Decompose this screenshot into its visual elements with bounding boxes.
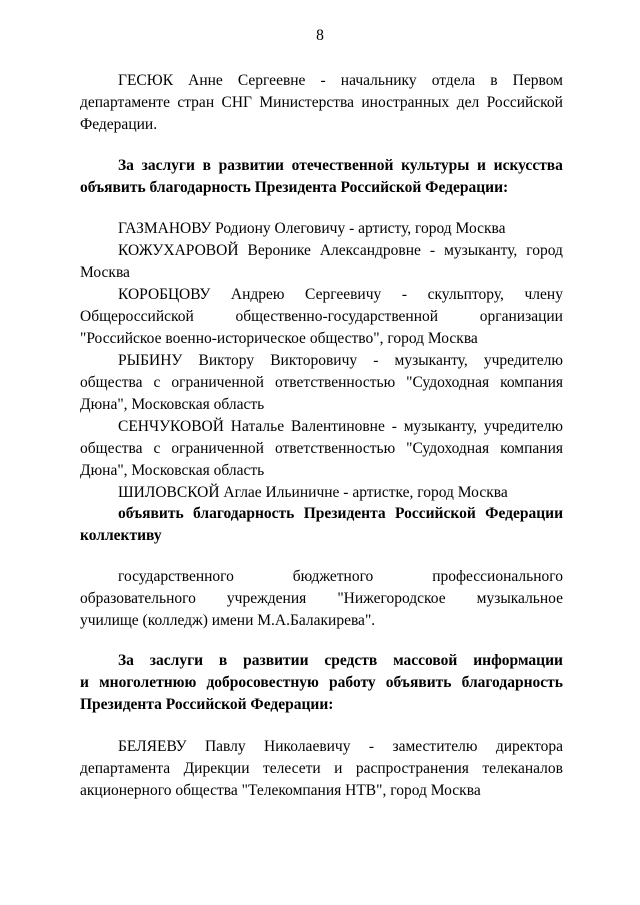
word: - xyxy=(373,352,379,369)
word: многолетнюю xyxy=(99,674,197,691)
word: заместителю xyxy=(392,738,478,755)
entry-kozhukharova xyxy=(80,240,563,262)
word: Президента xyxy=(303,505,386,522)
word: отечественной xyxy=(291,157,394,174)
word: начальнику xyxy=(340,72,417,89)
word: КОЖУХАРОВОЙ xyxy=(118,242,239,259)
word: телесети xyxy=(262,760,321,777)
word: Александровне xyxy=(319,242,421,259)
word: Наталье xyxy=(230,418,285,435)
word: государственного xyxy=(118,568,234,585)
word: учреждения xyxy=(226,590,307,607)
media-heading xyxy=(80,650,563,716)
word: Валентиновне xyxy=(290,418,385,435)
entry-belyaev xyxy=(80,736,563,802)
entry-korobtsov xyxy=(80,284,563,306)
entry-line xyxy=(80,372,563,394)
entry-line xyxy=(80,566,563,588)
word: - xyxy=(391,418,397,435)
word: директора xyxy=(495,738,563,755)
word: Сергеевичу xyxy=(305,286,382,303)
word: музыкальное xyxy=(476,590,563,607)
word: развитии xyxy=(218,157,284,174)
word: музыканту, xyxy=(403,418,477,435)
entry-line: училище (колледж) имени М.А.Балакирева". xyxy=(80,612,376,629)
word: За xyxy=(118,157,134,174)
word: Анне xyxy=(188,72,223,89)
heading-line xyxy=(80,503,563,525)
word: и xyxy=(80,674,89,691)
word: распространения xyxy=(355,760,469,777)
word: компания xyxy=(500,374,563,391)
page-number: 8 xyxy=(316,27,324,44)
word: организации xyxy=(479,308,563,325)
word: Павлу xyxy=(204,738,246,755)
entry-shilovskaya: ШИЛОВСКОЙ Аглае Ильиничне - артистке, город Москва xyxy=(118,484,508,501)
word: стран xyxy=(177,94,215,111)
word: "Нижегородское xyxy=(337,590,446,607)
word: Николаевичу xyxy=(264,738,351,755)
word: Федерации xyxy=(485,505,563,522)
word: компания xyxy=(500,440,563,457)
word: РЫБИНУ xyxy=(118,352,183,369)
word: культуры xyxy=(401,157,470,174)
entry-line: Федерации. xyxy=(80,116,158,133)
entry-line: Москва xyxy=(80,264,130,281)
word: Российской xyxy=(486,94,563,111)
entry-line xyxy=(80,438,563,460)
word: с xyxy=(153,374,161,391)
word: СЕНЧУКОВОЙ xyxy=(118,418,224,435)
heading-line: Президента Российской Федерации: xyxy=(80,696,334,713)
word: бюджетного xyxy=(292,568,374,585)
word: средств xyxy=(324,652,378,669)
heading-line xyxy=(80,155,563,177)
word: ответственностью xyxy=(274,374,396,391)
word: КОРОБЦОВУ xyxy=(118,286,211,303)
word: департаменте xyxy=(80,94,170,111)
word: дел xyxy=(456,94,480,111)
entry-gesyuk xyxy=(80,70,563,136)
entry-line xyxy=(80,92,563,114)
word: Веронике xyxy=(247,242,311,259)
word: музыканту, xyxy=(444,242,518,259)
word: члену xyxy=(524,286,563,303)
word: массовой xyxy=(393,652,458,669)
word: музыканту, xyxy=(394,352,468,369)
word: ограниченной xyxy=(171,374,264,391)
word: добросовестную xyxy=(206,674,319,691)
word: Сергеевне xyxy=(237,72,306,89)
word: общества xyxy=(80,374,143,391)
word: Виктору xyxy=(198,352,255,369)
word: ответственностью xyxy=(274,440,396,457)
word: скульптору, xyxy=(427,286,504,303)
word: ГЕСЮК xyxy=(118,72,174,89)
entry-line xyxy=(80,736,563,758)
word: общества xyxy=(80,440,143,457)
word: - xyxy=(429,242,436,259)
word: Дирекции xyxy=(183,760,250,777)
word: Андрею xyxy=(230,286,285,303)
word: объявить xyxy=(385,674,452,691)
word: в xyxy=(202,157,211,174)
word: иностранных xyxy=(361,94,450,111)
entry-line xyxy=(80,70,563,92)
word: учредителю xyxy=(483,352,563,369)
heading-line: коллективу xyxy=(80,527,162,544)
word: БЕЛЯЕВУ xyxy=(118,738,187,755)
entry-line xyxy=(80,306,563,328)
word: образовательного xyxy=(80,590,196,607)
word: ограниченной xyxy=(171,440,264,457)
heading-line: объявить благодарность Президента Российской Федерации: xyxy=(80,179,509,196)
word: За xyxy=(118,652,134,669)
word: с xyxy=(153,440,161,457)
entry-senchukova xyxy=(80,416,563,438)
word: искусства xyxy=(493,157,563,174)
entry-line: Дюна", Московская область xyxy=(80,396,265,413)
word: СНГ xyxy=(221,94,252,111)
word: телеканалов xyxy=(482,760,563,777)
word: в xyxy=(218,652,228,669)
word: учредителю xyxy=(483,418,563,435)
word: и xyxy=(334,760,343,777)
heading-line xyxy=(80,672,563,694)
word: работу xyxy=(329,674,376,691)
collective-heading xyxy=(80,503,563,547)
word: "Судоходная xyxy=(406,440,490,457)
word: благодарность xyxy=(193,505,295,522)
entry-line xyxy=(80,758,563,780)
heading-line xyxy=(80,650,563,672)
entry-college xyxy=(80,566,563,632)
word: Министерства xyxy=(259,94,354,111)
word: Общероссийской xyxy=(80,308,194,325)
word: Викторовичу xyxy=(270,352,358,369)
word: город xyxy=(526,242,563,259)
word: и xyxy=(477,157,486,174)
word: - xyxy=(368,738,375,755)
entry-line: акционерного общества "Телекомпания НТВ", город Москва xyxy=(80,782,481,799)
word: информации xyxy=(473,652,563,669)
word: департамента xyxy=(80,760,171,777)
word: в xyxy=(490,72,498,89)
word: развитии xyxy=(243,652,309,669)
word: заслуги xyxy=(149,652,204,669)
word: - xyxy=(320,72,326,89)
culture-heading xyxy=(80,155,563,199)
word: профессионального xyxy=(432,568,563,585)
culture-awardees xyxy=(80,218,563,504)
word: благодарность xyxy=(461,674,563,691)
word: объявить xyxy=(118,505,184,522)
word: Первом xyxy=(512,72,563,89)
word: заслуги xyxy=(141,157,195,174)
word: "Судоходная xyxy=(406,374,490,391)
entry-gazmanov: ГАЗМАНОВУ Родиону Олеговичу - артисту, город Москва xyxy=(118,220,506,237)
word: - xyxy=(401,286,408,303)
entry-line: Дюна", Московская область xyxy=(80,462,265,479)
word: отдела xyxy=(431,72,476,89)
entry-line xyxy=(80,588,563,610)
entry-line: "Российское военно-историческое общество", город Москва xyxy=(80,330,478,347)
word: общественно-государственной xyxy=(235,308,439,325)
word: Российской xyxy=(395,505,476,522)
entry-rybin xyxy=(80,350,563,372)
